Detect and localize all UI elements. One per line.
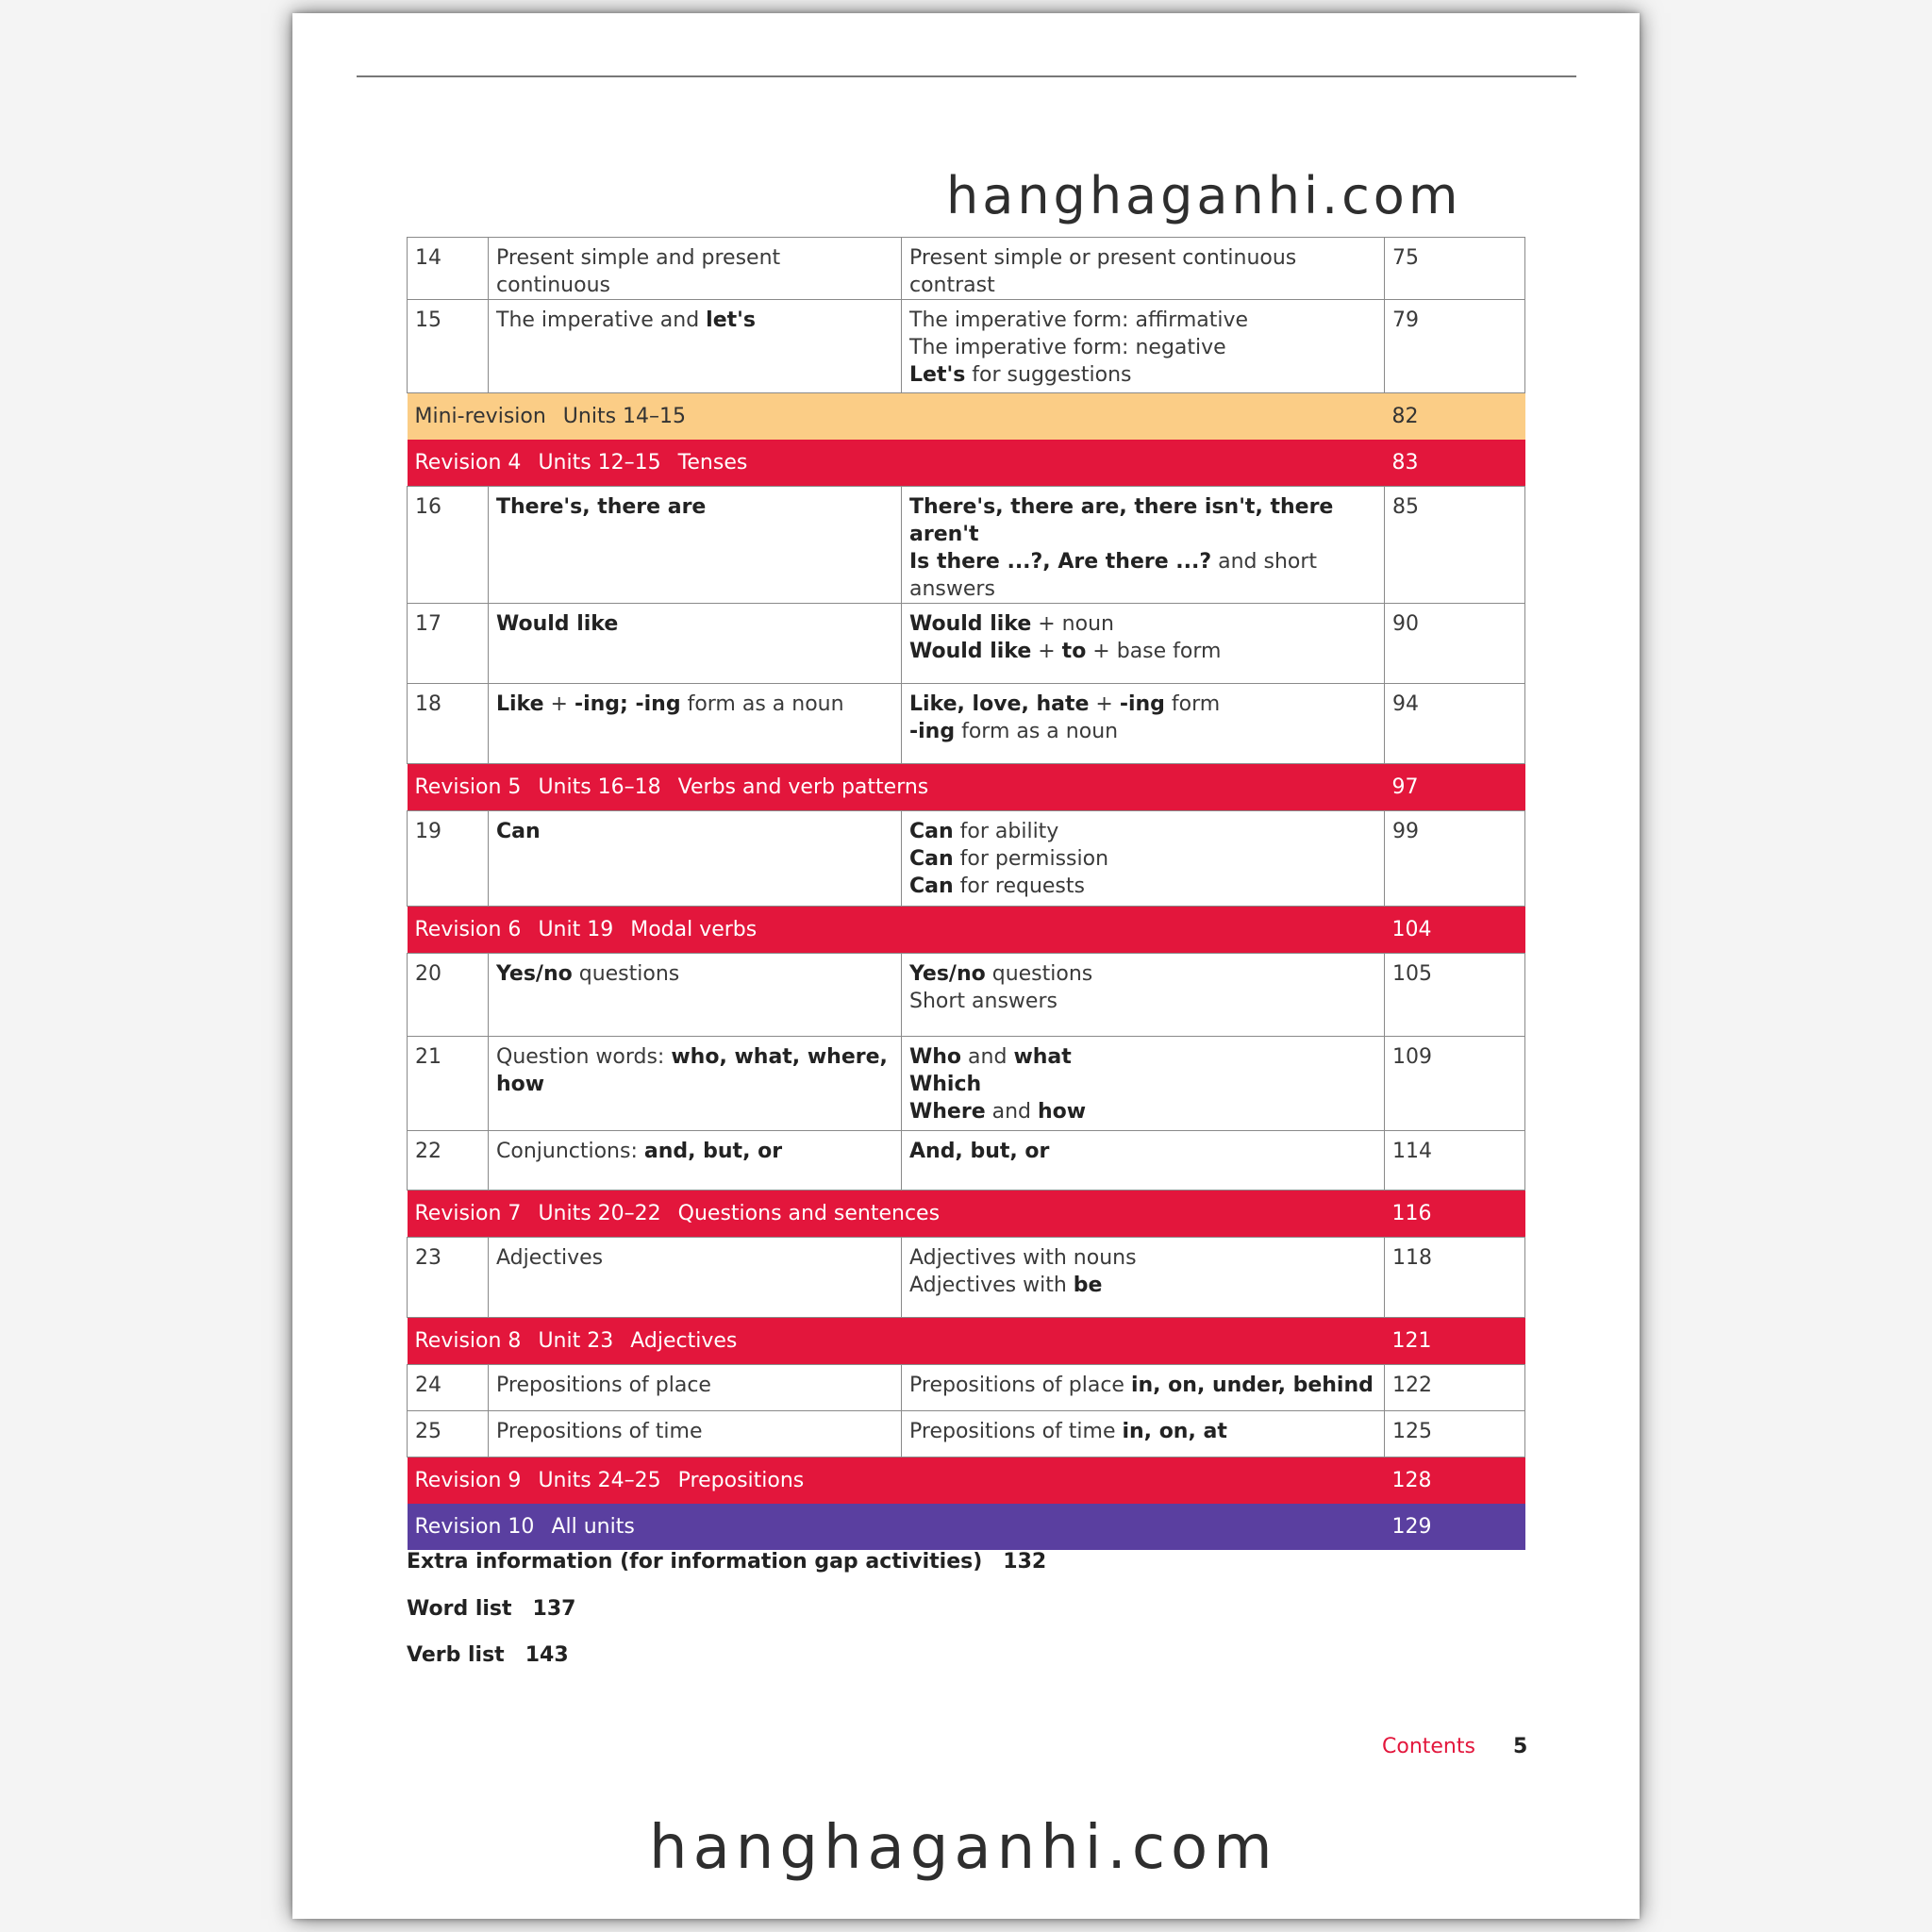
mini-revision-band: Mini-revision Units 14–15 82 [408,393,1525,441]
unit-detail: Who and what Which Where and how [902,1037,1385,1131]
unit-page: 85 [1385,487,1525,604]
table-row [408,300,1525,393]
table-row [408,1238,1525,1318]
extra-information-entry: Extra information (for information gap activities) 132 [407,1550,1047,1574]
verb-list-entry: Verb list 143 [407,1643,569,1667]
book-page [292,13,1640,1919]
unit-number: 17 [408,604,489,684]
unit-detail: The imperative form: affirmative The imperative form: negative Let's for suggestions [902,300,1385,393]
revision-band: Revision 4 Units 12–15 Tenses 83 [408,440,1525,487]
unit-number: 25 [408,1411,489,1457]
revision-band: Revision 7 Units 20–22 Questions and sentences 116 [408,1191,1525,1238]
footer-page-number: 5 [1513,1735,1528,1758]
unit-detail: Prepositions of time in, on, at [902,1411,1385,1457]
unit-number: 18 [408,684,489,764]
revision-band: Revision 6 Unit 19 Modal verbs 104 [408,907,1525,954]
unit-topic: Yes/no questions [489,954,902,1037]
revision-band: Revision 5 Units 16–18 Verbs and verb patterns 97 [408,764,1525,811]
unit-detail: There's, there are, there isn't, there aren't Is there ...?, Are there ...? and short answers [902,487,1385,604]
unit-page: 114 [1385,1131,1525,1191]
revision-band-all-units: Revision 10 All units 129 [408,1504,1525,1550]
table-row [408,1037,1525,1131]
unit-page: 125 [1385,1411,1525,1457]
unit-page: 99 [1385,811,1525,907]
table-row [408,238,1525,300]
unit-topic: Like + -ing; -ing form as a noun [489,684,902,764]
top-rule [357,75,1576,77]
table-row [408,1365,1525,1411]
unit-number: 24 [408,1365,489,1411]
unit-number: 23 [408,1238,489,1318]
table-row [408,604,1525,684]
unit-topic: Adjectives [489,1238,902,1318]
unit-page: 118 [1385,1238,1525,1318]
table-row [408,1411,1525,1457]
unit-topic: Would like [489,604,902,684]
unit-topic: Can [489,811,902,907]
unit-detail: Would like + noun Would like + to + base form [902,604,1385,684]
footer-section-label: Contents [1382,1735,1475,1758]
unit-topic: Present simple and present continuous [489,238,902,300]
unit-detail: Yes/no questions Short answers [902,954,1385,1037]
unit-page: 105 [1385,954,1525,1037]
revision-band: Revision 9 Units 24–25 Prepositions 128 [408,1457,1525,1505]
revision-band: Revision 8 Unit 23 Adjectives 121 [408,1318,1525,1365]
unit-number: 22 [408,1131,489,1191]
table-row [408,684,1525,764]
table-row [408,811,1525,907]
unit-page: 122 [1385,1365,1525,1411]
word-list-entry: Word list 137 [407,1597,576,1621]
unit-topic: Conjunctions: and, but, or [489,1131,902,1191]
unit-number: 15 [408,300,489,393]
unit-topic: Prepositions of time [489,1411,902,1457]
unit-number: 20 [408,954,489,1037]
unit-number: 14 [408,238,489,300]
watermark-bottom: hanghaganhi.com [649,1813,1278,1883]
unit-detail: Present simple or present continuous contrast [902,238,1385,300]
unit-topic: Question words: who, what, where, how [489,1037,902,1131]
unit-topic: Prepositions of place [489,1365,902,1411]
unit-page: 109 [1385,1037,1525,1131]
unit-page: 94 [1385,684,1525,764]
watermark-top: hanghaganhi.com [946,166,1462,225]
unit-number: 16 [408,487,489,604]
unit-page: 90 [1385,604,1525,684]
unit-detail: Can for ability Can for permission Can for requests [902,811,1385,907]
unit-number: 19 [408,811,489,907]
unit-topic: There's, there are [489,487,902,604]
unit-detail: And, but, or [902,1131,1385,1191]
unit-page: 75 [1385,238,1525,300]
unit-detail: Prepositions of place in, on, under, behind [902,1365,1385,1411]
unit-detail: Adjectives with nouns Adjectives with be [902,1238,1385,1318]
table-row [408,954,1525,1037]
table-row [408,487,1525,604]
table-row [408,1131,1525,1191]
unit-detail: Like, love, hate + -ing form -ing form as a noun [902,684,1385,764]
contents-table [407,237,1525,1550]
unit-topic: The imperative and let's [489,300,902,393]
unit-number: 21 [408,1037,489,1131]
unit-page: 79 [1385,300,1525,393]
